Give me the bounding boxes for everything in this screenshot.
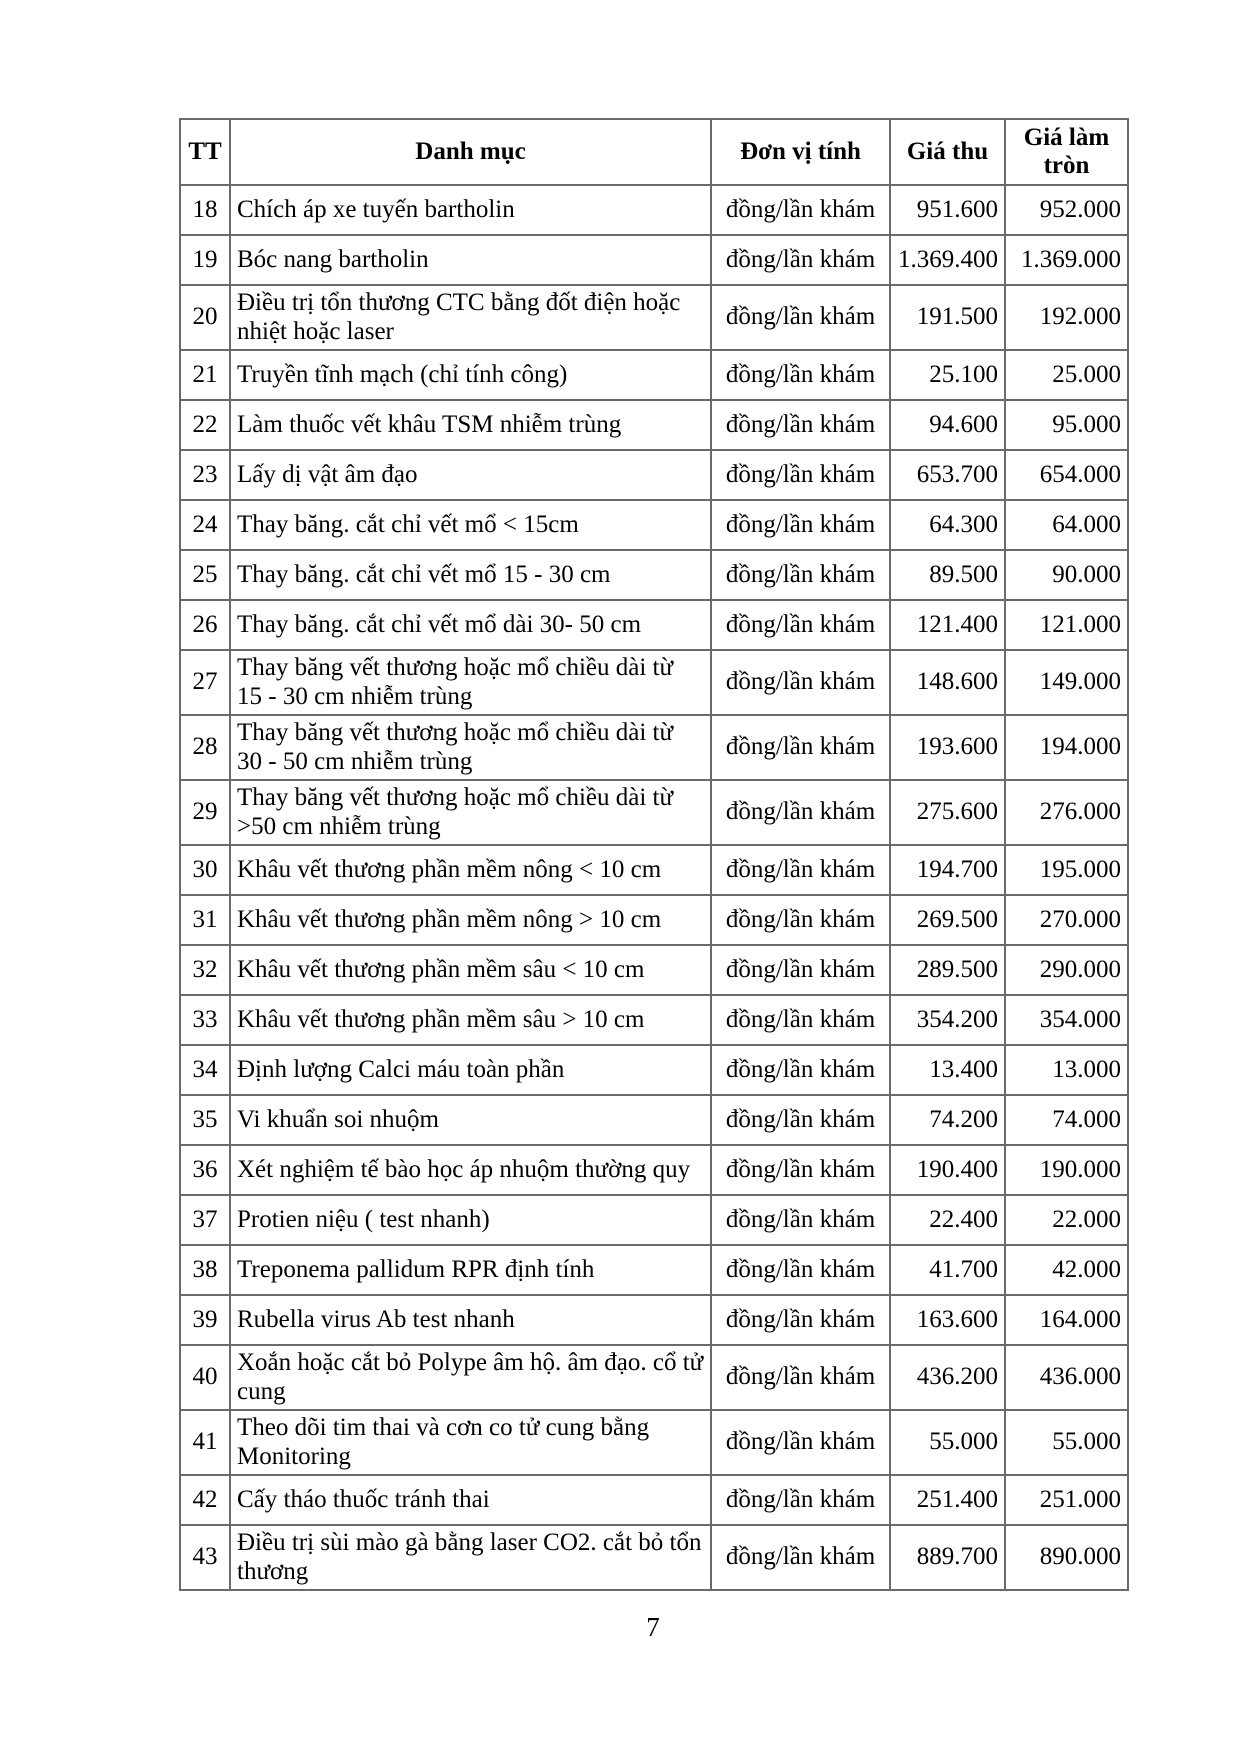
unit-cell: đồng/lần khám bbox=[711, 1195, 890, 1245]
row-number-cell: 29 bbox=[180, 780, 230, 845]
row-number-cell: 28 bbox=[180, 715, 230, 780]
table-row bbox=[180, 185, 1128, 235]
row-number-cell: 32 bbox=[180, 945, 230, 995]
rounded-price-cell: 190.000 bbox=[1005, 1145, 1128, 1195]
row-number-cell: 19 bbox=[180, 235, 230, 285]
service-name-cell: Điều trị sùi mào gà bằng laser CO2. cắt bỏ tổn thương bbox=[230, 1525, 711, 1590]
rounded-price-cell: 1.369.000 bbox=[1005, 235, 1128, 285]
rounded-price-cell: 290.000 bbox=[1005, 945, 1128, 995]
service-name-cell: Theo dõi tim thai và cơn co tử cung bằng Monitoring bbox=[230, 1410, 711, 1475]
table-row bbox=[180, 895, 1128, 945]
table-body bbox=[180, 185, 1128, 1590]
row-number-cell: 20 bbox=[180, 285, 230, 350]
price-cell: 354.200 bbox=[890, 995, 1005, 1045]
table-row bbox=[180, 500, 1128, 550]
rounded-price-cell: 55.000 bbox=[1005, 1410, 1128, 1475]
rounded-price-cell: 276.000 bbox=[1005, 780, 1128, 845]
table-row bbox=[180, 1145, 1128, 1195]
price-table bbox=[179, 118, 1129, 1591]
table-row bbox=[180, 400, 1128, 450]
service-name-cell: Chích áp xe tuyến bartholin bbox=[230, 185, 711, 235]
rounded-price-cell: 654.000 bbox=[1005, 450, 1128, 500]
rounded-price-cell: 952.000 bbox=[1005, 185, 1128, 235]
table-row bbox=[180, 285, 1128, 350]
service-name-cell: Điều trị tổn thương CTC bằng đốt điện hoặc nhiệt hoặc laser bbox=[230, 285, 711, 350]
table-row bbox=[180, 650, 1128, 715]
row-number-cell: 40 bbox=[180, 1345, 230, 1410]
table-row bbox=[180, 1245, 1128, 1295]
service-name-cell: Lấy dị vật âm đạo bbox=[230, 450, 711, 500]
rounded-price-cell: 64.000 bbox=[1005, 500, 1128, 550]
rounded-price-cell: 192.000 bbox=[1005, 285, 1128, 350]
row-number-cell: 23 bbox=[180, 450, 230, 500]
row-number-cell: 36 bbox=[180, 1145, 230, 1195]
price-cell: 436.200 bbox=[890, 1345, 1005, 1410]
price-cell: 653.700 bbox=[890, 450, 1005, 500]
table-row bbox=[180, 600, 1128, 650]
row-number-cell: 22 bbox=[180, 400, 230, 450]
unit-cell: đồng/lần khám bbox=[711, 550, 890, 600]
unit-cell: đồng/lần khám bbox=[711, 945, 890, 995]
column-header-tt: TT bbox=[180, 119, 230, 185]
row-number-cell: 39 bbox=[180, 1295, 230, 1345]
rounded-price-cell: 121.000 bbox=[1005, 600, 1128, 650]
price-cell: 89.500 bbox=[890, 550, 1005, 600]
unit-cell: đồng/lần khám bbox=[711, 895, 890, 945]
row-number-cell: 26 bbox=[180, 600, 230, 650]
row-number-cell: 27 bbox=[180, 650, 230, 715]
rounded-price-cell: 13.000 bbox=[1005, 1045, 1128, 1095]
service-name-cell: Bóc nang bartholin bbox=[230, 235, 711, 285]
price-cell: 251.400 bbox=[890, 1475, 1005, 1525]
row-number-cell: 25 bbox=[180, 550, 230, 600]
unit-cell: đồng/lần khám bbox=[711, 1475, 890, 1525]
rounded-price-cell: 354.000 bbox=[1005, 995, 1128, 1045]
rounded-price-cell: 149.000 bbox=[1005, 650, 1128, 715]
column-header-don-vi-tinh: Đơn vị tính bbox=[711, 119, 890, 185]
service-name-cell: Treponema pallidum RPR định tính bbox=[230, 1245, 711, 1295]
table-row bbox=[180, 1045, 1128, 1095]
rounded-price-cell: 194.000 bbox=[1005, 715, 1128, 780]
price-cell: 41.700 bbox=[890, 1245, 1005, 1295]
service-name-cell: Xét nghiệm tế bào học áp nhuộm thường quy bbox=[230, 1145, 711, 1195]
price-cell: 1.369.400 bbox=[890, 235, 1005, 285]
unit-cell: đồng/lần khám bbox=[711, 235, 890, 285]
unit-cell: đồng/lần khám bbox=[711, 450, 890, 500]
service-name-cell: Khâu vết thương phần mềm nông > 10 cm bbox=[230, 895, 711, 945]
rounded-price-cell: 164.000 bbox=[1005, 1295, 1128, 1345]
row-number-cell: 42 bbox=[180, 1475, 230, 1525]
price-cell: 289.500 bbox=[890, 945, 1005, 995]
service-name-cell: Làm thuốc vết khâu TSM nhiễm trùng bbox=[230, 400, 711, 450]
rounded-price-cell: 42.000 bbox=[1005, 1245, 1128, 1295]
unit-cell: đồng/lần khám bbox=[711, 1345, 890, 1410]
table-row bbox=[180, 945, 1128, 995]
table-row bbox=[180, 350, 1128, 400]
service-name-cell: Khâu vết thương phần mềm nông < 10 cm bbox=[230, 845, 711, 895]
table-row bbox=[180, 1410, 1128, 1475]
price-cell: 275.600 bbox=[890, 780, 1005, 845]
service-name-cell: Thay băng vết thương hoặc mổ chiều dài từ 30 - 50 cm nhiễm trùng bbox=[230, 715, 711, 780]
service-name-cell: Thay băng vết thương hoặc mổ chiều dài từ >50 cm nhiễm trùng bbox=[230, 780, 711, 845]
rounded-price-cell: 195.000 bbox=[1005, 845, 1128, 895]
rounded-price-cell: 25.000 bbox=[1005, 350, 1128, 400]
price-cell: 163.600 bbox=[890, 1295, 1005, 1345]
unit-cell: đồng/lần khám bbox=[711, 500, 890, 550]
row-number-cell: 35 bbox=[180, 1095, 230, 1145]
price-cell: 94.600 bbox=[890, 400, 1005, 450]
service-name-cell: Thay băng vết thương hoặc mổ chiều dài từ 15 - 30 cm nhiễm trùng bbox=[230, 650, 711, 715]
price-cell: 64.300 bbox=[890, 500, 1005, 550]
column-header-gia-lam-tron: Giá làm tròn bbox=[1005, 119, 1128, 185]
table-row bbox=[180, 1345, 1128, 1410]
table-row bbox=[180, 780, 1128, 845]
column-header-gia-thu: Giá thu bbox=[890, 119, 1005, 185]
row-number-cell: 21 bbox=[180, 350, 230, 400]
row-number-cell: 24 bbox=[180, 500, 230, 550]
table-row bbox=[180, 550, 1128, 600]
table-row bbox=[180, 1195, 1128, 1245]
unit-cell: đồng/lần khám bbox=[711, 780, 890, 845]
unit-cell: đồng/lần khám bbox=[711, 1145, 890, 1195]
rounded-price-cell: 22.000 bbox=[1005, 1195, 1128, 1245]
row-number-cell: 31 bbox=[180, 895, 230, 945]
unit-cell: đồng/lần khám bbox=[711, 185, 890, 235]
rounded-price-cell: 251.000 bbox=[1005, 1475, 1128, 1525]
table-row bbox=[180, 1475, 1128, 1525]
table-row bbox=[180, 845, 1128, 895]
row-number-cell: 34 bbox=[180, 1045, 230, 1095]
unit-cell: đồng/lần khám bbox=[711, 715, 890, 780]
unit-cell: đồng/lần khám bbox=[711, 400, 890, 450]
rounded-price-cell: 74.000 bbox=[1005, 1095, 1128, 1145]
unit-cell: đồng/lần khám bbox=[711, 1045, 890, 1095]
service-name-cell: Khâu vết thương phần mềm sâu < 10 cm bbox=[230, 945, 711, 995]
unit-cell: đồng/lần khám bbox=[711, 600, 890, 650]
rounded-price-cell: 95.000 bbox=[1005, 400, 1128, 450]
service-name-cell: Khâu vết thương phần mềm sâu > 10 cm bbox=[230, 995, 711, 1045]
column-header-danh-muc: Danh mục bbox=[230, 119, 711, 185]
table-row bbox=[180, 1095, 1128, 1145]
row-number-cell: 38 bbox=[180, 1245, 230, 1295]
rounded-price-cell: 90.000 bbox=[1005, 550, 1128, 600]
price-cell: 269.500 bbox=[890, 895, 1005, 945]
price-cell: 951.600 bbox=[890, 185, 1005, 235]
page-number: 7 bbox=[646, 1612, 660, 1642]
price-cell: 148.600 bbox=[890, 650, 1005, 715]
unit-cell: đồng/lần khám bbox=[711, 285, 890, 350]
unit-cell: đồng/lần khám bbox=[711, 845, 890, 895]
unit-cell: đồng/lần khám bbox=[711, 1245, 890, 1295]
rounded-price-cell: 270.000 bbox=[1005, 895, 1128, 945]
unit-cell: đồng/lần khám bbox=[711, 1410, 890, 1475]
price-cell: 22.400 bbox=[890, 1195, 1005, 1245]
service-name-cell: Cấy tháo thuốc tránh thai bbox=[230, 1475, 711, 1525]
rounded-price-cell: 890.000 bbox=[1005, 1525, 1128, 1590]
table-row bbox=[180, 715, 1128, 780]
rounded-price-cell: 436.000 bbox=[1005, 1345, 1128, 1410]
service-name-cell: Vi khuẩn soi nhuộm bbox=[230, 1095, 711, 1145]
price-cell: 191.500 bbox=[890, 285, 1005, 350]
row-number-cell: 37 bbox=[180, 1195, 230, 1245]
price-cell: 25.100 bbox=[890, 350, 1005, 400]
service-name-cell: Xoắn hoặc cắt bỏ Polype âm hộ. âm đạo. cổ tử cung bbox=[230, 1345, 711, 1410]
table-row bbox=[180, 995, 1128, 1045]
table-row bbox=[180, 235, 1128, 285]
table-header-row bbox=[180, 119, 1128, 185]
price-cell: 889.700 bbox=[890, 1525, 1005, 1590]
row-number-cell: 33 bbox=[180, 995, 230, 1045]
service-name-cell: Thay băng. cắt chỉ vết mổ < 15cm bbox=[230, 500, 711, 550]
unit-cell: đồng/lần khám bbox=[711, 1525, 890, 1590]
service-name-cell: Thay băng. cắt chỉ vết mổ 15 - 30 cm bbox=[230, 550, 711, 600]
price-cell: 13.400 bbox=[890, 1045, 1005, 1095]
row-number-cell: 43 bbox=[180, 1525, 230, 1590]
unit-cell: đồng/lần khám bbox=[711, 650, 890, 715]
row-number-cell: 41 bbox=[180, 1410, 230, 1475]
price-cell: 121.400 bbox=[890, 600, 1005, 650]
unit-cell: đồng/lần khám bbox=[711, 995, 890, 1045]
price-cell: 55.000 bbox=[890, 1410, 1005, 1475]
service-name-cell: Protien niệu ( test nhanh) bbox=[230, 1195, 711, 1245]
table-row bbox=[180, 450, 1128, 500]
service-name-cell: Định lượng Calci máu toàn phần bbox=[230, 1045, 711, 1095]
price-cell: 190.400 bbox=[890, 1145, 1005, 1195]
table-row bbox=[180, 1295, 1128, 1345]
table-row bbox=[180, 1525, 1128, 1590]
service-name-cell: Thay băng. cắt chỉ vết mổ dài 30- 50 cm bbox=[230, 600, 711, 650]
unit-cell: đồng/lần khám bbox=[711, 1095, 890, 1145]
service-name-cell: Truyền tĩnh mạch (chỉ tính công) bbox=[230, 350, 711, 400]
unit-cell: đồng/lần khám bbox=[711, 1295, 890, 1345]
price-cell: 193.600 bbox=[890, 715, 1005, 780]
price-cell: 194.700 bbox=[890, 845, 1005, 895]
row-number-cell: 30 bbox=[180, 845, 230, 895]
service-name-cell: Rubella virus Ab test nhanh bbox=[230, 1295, 711, 1345]
price-cell: 74.200 bbox=[890, 1095, 1005, 1145]
row-number-cell: 18 bbox=[180, 185, 230, 235]
unit-cell: đồng/lần khám bbox=[711, 350, 890, 400]
